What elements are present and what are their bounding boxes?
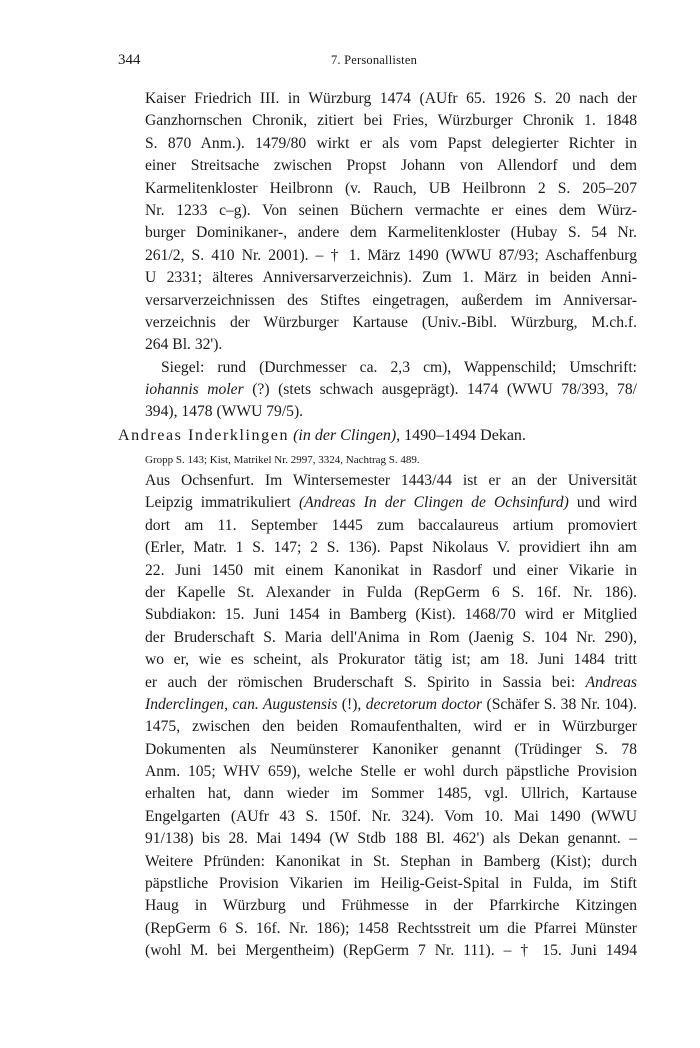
- previous-entry-text: [145, 88, 637, 424]
- text-line: Engelgarten (AUfr 43 S. 150f. Nr. 324). Vom 10. Mai 1490 (WWU: [145, 807, 637, 825]
- text-line: versarverzeichnissen des Stiftes eingetragen, außerdem im Anniversar-: [145, 291, 637, 309]
- text-line: Kaiser Friedrich III. in Würzburg 1474 (AUfr 65. 1926 S. 20 nach der: [145, 90, 637, 107]
- seal-description-line: 394), 1478 (WWU 79/5).: [145, 403, 304, 421]
- text-line: 91/138) bis 28. Mai 1494 (W Stdb 188 Bl. 462') als Dekan genannt. –: [145, 830, 637, 848]
- text-line: (RepGerm 6 S. 16f. Nr. 186); 1458 Rechtsstreit um die Pfarrei Münster: [145, 919, 637, 937]
- text-line: Subdiakon: 15. Juni 1454 in Bamberg (Kist). 1468/70 wird er Mitglied: [145, 606, 637, 624]
- text-line: päpstliche Provision Vikarien im Heilig-Geist-Spital in Fulda, im Stift: [145, 875, 637, 893]
- text-line: Ganzhornschen Chronik, zitiert bei Fries, Würzburger Chronik 1. 1848: [145, 112, 637, 130]
- text-line: 1475, zwischen den beiden Romaufenthalten, wird er in Würzburger: [145, 718, 637, 736]
- seal-description-line: Siegel: rund (Durchmesser ca. 2,3 cm), Wappenschild; Umschrift:: [161, 358, 637, 376]
- text-line: 22. Juni 1450 mit einem Kanonikat in Rasdorf und einer Vikarie in: [145, 561, 637, 579]
- text-line: Nr. 1233 c–g). Von seinen Büchern vermachte er eines dem Würz-: [145, 201, 637, 219]
- entry-dates-role: , 1490–1494 Dekan.: [396, 427, 526, 444]
- text-line: Haug in Würzburg und Frühmesse in der Pfarrkirche Kitzingen: [145, 897, 637, 915]
- literature-references: Gropp S. 143; Kist, Matrikel Nr. 2997, 3324, Nachtrag S. 489.: [145, 454, 420, 466]
- text-line: einer Streitsache zwischen Propst Johann von Allendorf und dem: [145, 157, 637, 175]
- text-line: Weitere Pfründen: Kanonikat in St. Stephan in Bamberg (Kist); durch: [145, 852, 637, 870]
- text-line: Leipzig immatrikuliert (Andreas In der Clingen de Ochsinfurd) und wird: [145, 494, 637, 512]
- text-line: U 2331; älteres Anniversarverzeichnis). Zum 1. März in beiden Anni-: [145, 269, 637, 287]
- text-line: wo er, wie es scheint, als Prokurator tätig ist; am 18. Juni 1484 tritt: [145, 651, 637, 669]
- text-line: verzeichnis der Würzburger Kartause (Univ.-Bibl. Würzburg, M.ch.f.: [145, 313, 637, 331]
- matriculation-entry: (Andreas In der Clingen de Ochsinfurd): [298, 494, 569, 512]
- text-line: der Kapelle St. Alexander in Fulda (RepGerm 6 S. 16f. Nr. 186).: [145, 583, 637, 601]
- page-header: [118, 52, 630, 74]
- text-line: burger Dominikaner-, andere dem Karmelitenkloster (Hubay S. 54 Nr.: [145, 224, 637, 242]
- entry-name-variant: (in der Clingen): [293, 427, 397, 444]
- entry-name: Andreas Inderklingen: [118, 427, 290, 444]
- text-line: erhalten hat, dann wieder im Sommer 1485, vgl. Ullrich, Kartause: [145, 785, 637, 803]
- text-line: Karmelitenkloster Heilbronn (v. Rauch, UB Heilbronn 2 S. 205–207: [145, 179, 637, 197]
- text-line: Dokumenten als Neumünsterer Kanoniker genannt (Trüdinger S. 78: [145, 740, 637, 758]
- text-line: Anm. 105; WHV 659), welche Stelle er wohl durch päpstliche Provision: [145, 763, 637, 781]
- entry-body: [145, 470, 637, 963]
- text-line: dort am 11. September 1445 zum baccalaureus artium promoviert: [145, 516, 637, 534]
- text-line: Inderclingen, can. Augustensis (!), decretorum doctor (Schäfer S. 38 Nr. 104).: [145, 695, 638, 713]
- running-head: 7. Personallisten: [330, 53, 418, 67]
- seal-description-line: iohannis moler (?) (stets schwach ausgeprägt). 1474 (WWU 78/393, 78/: [145, 381, 637, 399]
- seal-inscription: iohannis moler: [145, 381, 244, 399]
- text-line: (Erler, Matr. 1 S. 147; 2 S. 136). Papst Nikolaus V. providiert ihn am: [145, 539, 637, 557]
- text-line: 261/2, S. 410 Nr. 2001). – † 1. März 1490 (WWU 87/93; Aschaffenburg: [145, 246, 637, 264]
- text-line: der Bruderschaft S. Maria dell'Anima in Rom (Jaenig S. 104 Nr. 290),: [145, 628, 637, 646]
- text-line: Aus Ochsenfurt. Im Wintersemester 1443/44 ist er an der Universität: [145, 472, 637, 489]
- text-line: (wohl M. bei Mergentheim) (RepGerm 7 Nr. 111). – † 15. Juni 1494: [145, 942, 637, 960]
- entry-heading: [118, 425, 638, 447]
- text-line: 264 Bl. 32').: [145, 336, 223, 354]
- text-line: S. 870 Anm.). 1479/80 wirkt er als vom Papst delegierter Richter in: [145, 134, 637, 152]
- text-line: er auch der römischen Bruderschaft S. Spirito in Sassia bei: Andreas: [145, 673, 637, 691]
- page-number: 344: [118, 52, 141, 68]
